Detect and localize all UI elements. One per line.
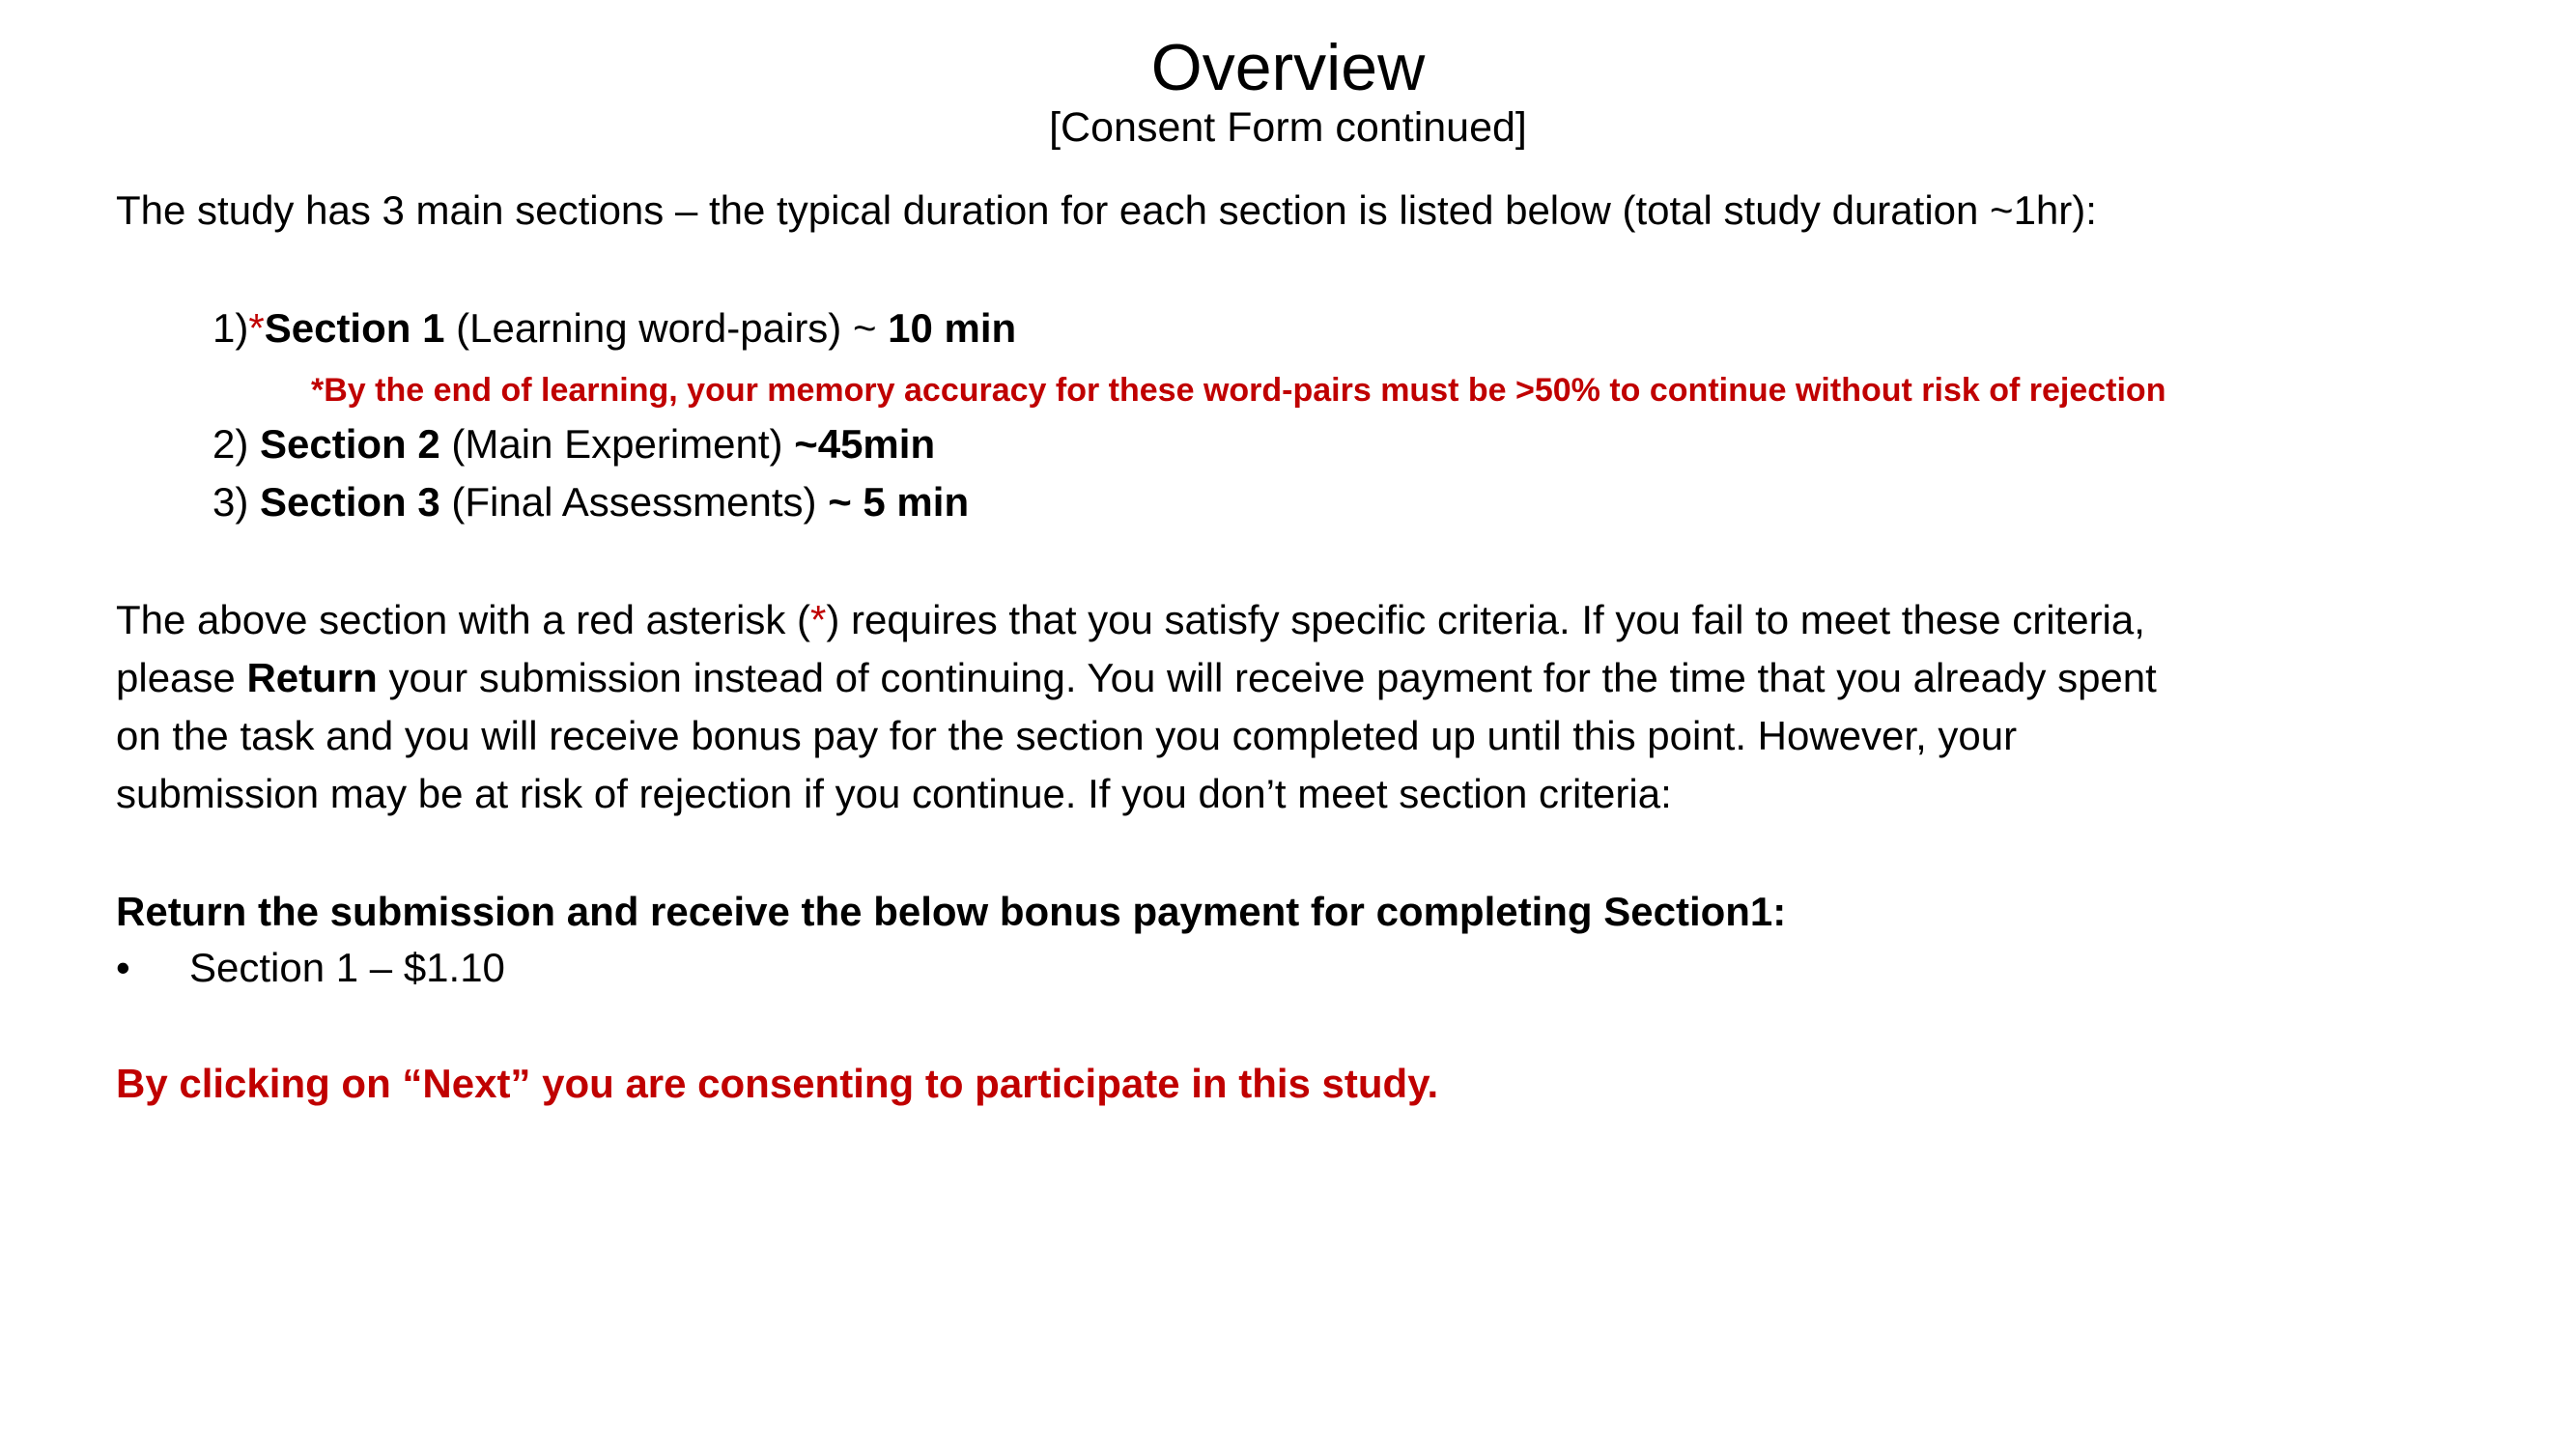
bullet-icon: • <box>116 945 130 990</box>
section-1-line <box>212 301 1016 355</box>
section-3-desc: (Final Assessments) <box>439 479 829 525</box>
criteria-text: ) requires that you satisfy specific criteria. If you fail to meet these criteria, <box>826 597 2145 642</box>
page-title: Overview <box>1150 31 1426 104</box>
section-1-number: 1) <box>212 305 249 351</box>
page-subtitle: [Consent Form continued] <box>1049 104 1527 151</box>
intro-text: The study has 3 main sections – the typical duration for each section is listed below (total study duration ~1hr): <box>116 187 2097 233</box>
criteria-line-2 <box>116 651 2157 705</box>
section-1-duration: 10 min <box>888 305 1017 351</box>
consent-statement: By clicking on “Next” you are consenting to participate in this study. <box>116 1061 1439 1106</box>
section-2-duration: ~45min <box>794 421 936 467</box>
section-1-asterisk: * <box>248 305 265 351</box>
section-2-name: Section 2 <box>260 421 440 467</box>
criteria-text: The above section with a red asterisk ( <box>116 597 811 642</box>
section-1-name: Section 1 <box>264 305 445 351</box>
section-3-line <box>212 475 969 529</box>
section-3-name: Section 3 <box>260 479 440 525</box>
section-3-number: 3) <box>212 479 261 525</box>
bonus-item: Section 1 – $1.10 <box>189 945 505 990</box>
return-keyword: Return <box>246 655 378 700</box>
section-1-note: *By the end of learning, your memory accuracy for these word-pairs must be >50% to continue without risk of rejection <box>311 372 2166 409</box>
criteria-line-4: submission may be at risk of rejection if you continue. If you don’t meet section criteria: <box>116 771 1672 816</box>
section-2-desc: (Main Experiment) <box>439 421 795 467</box>
return-heading: Return the submission and receive the below bonus payment for completing Section1: <box>116 889 1787 934</box>
criteria-text: your submission instead of continuing. You will receive payment for the time that you already spent <box>377 655 2157 700</box>
section-2-number: 2) <box>212 421 261 467</box>
section-2-line <box>212 417 935 471</box>
section-3-duration: ~ 5 min <box>828 479 970 525</box>
criteria-line-1 <box>116 593 2145 647</box>
criteria-text: please <box>116 655 247 700</box>
criteria-asterisk: * <box>810 597 827 642</box>
section-1-desc: (Learning word-pairs) ~ <box>444 305 889 351</box>
criteria-line-3: on the task and you will receive bonus pay for the section you completed up until this point. However, your <box>116 713 2018 758</box>
